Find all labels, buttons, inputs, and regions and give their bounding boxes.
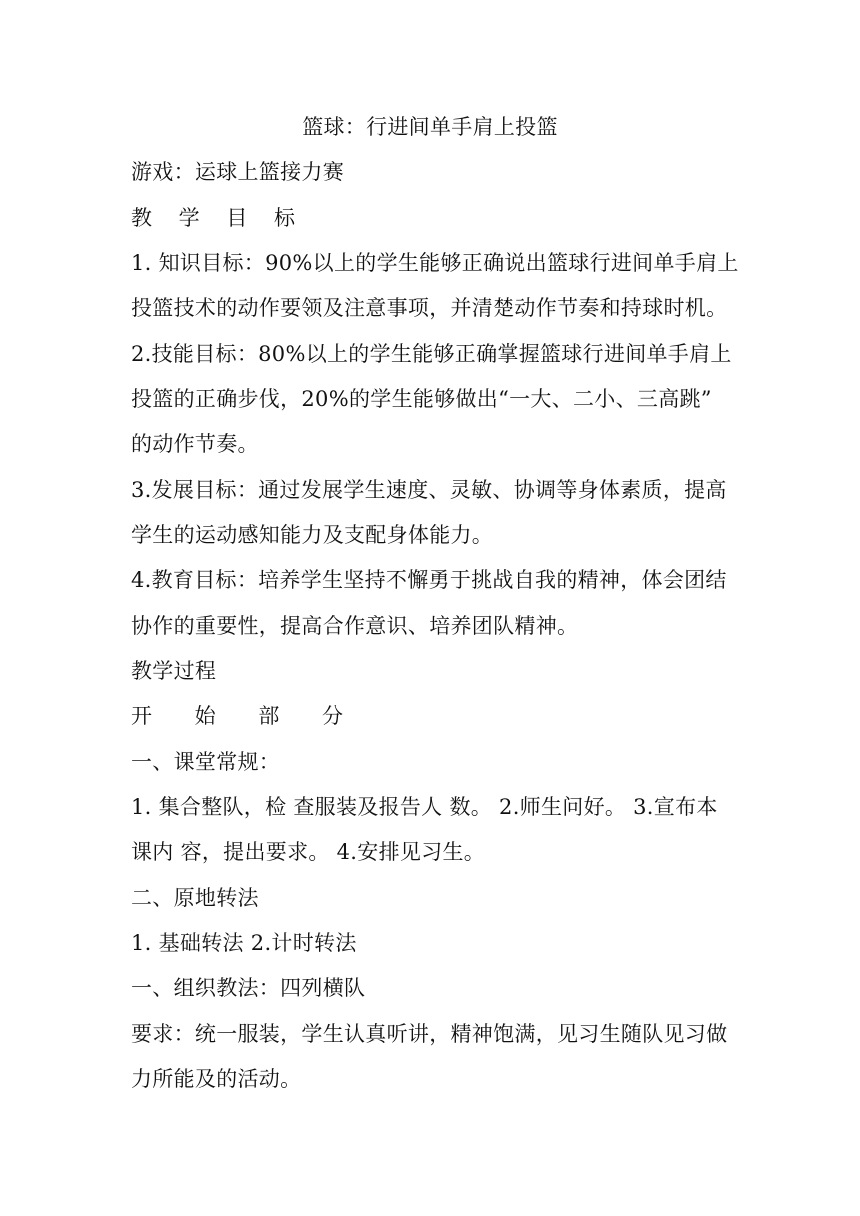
process-heading: 教学过程 (131, 659, 217, 683)
paragraph-line: 1. 集合整队，检 查服装及报告人 数。 2.师生问好。 3.宣布本 (131, 795, 718, 819)
objectives-heading: 教 学 目 标 (131, 206, 306, 230)
paragraph-line: 投篮的正确步伐，20%的学生能够做出“一大、二小、三高跳” (131, 387, 712, 411)
section-heading: 开 始 部 分 (131, 704, 362, 728)
game-heading: 游戏：运球上篮接力赛 (131, 160, 344, 184)
paragraph-line: 的动作节奏。 (131, 432, 259, 456)
paragraph-line: 3.发展目标：通过发展学生速度、灵敏、协调等身体素质，提高 (131, 478, 727, 502)
paragraph-line: 1. 知识目标：90%以上的学生能够正确说出篮球行进间单手肩上 (131, 251, 739, 275)
paragraph-line: 学生的运动感知能力及支配身体能力。 (131, 523, 494, 547)
subsection-heading: 一、课堂常规： (131, 750, 281, 774)
paragraph-line: 1. 基础转法 2.计时转法 (131, 931, 357, 955)
paragraph-line: 力所能及的活动。 (131, 1067, 302, 1091)
document-title: 篮球：行进间单手肩上投篮 (302, 115, 558, 139)
paragraph-line: 协作的重要性，提高合作意识、培养团队精神。 (131, 614, 579, 638)
paragraph-line: 2.技能目标：80%以上的学生能够正确掌握篮球行进间单手肩上 (131, 342, 732, 366)
paragraph-line: 课内 容，提出要求。 4.安排见习生。 (131, 840, 486, 864)
subsection-heading: 二、原地转法 (131, 886, 259, 910)
paragraph-line: 4.教育目标：培养学生坚持不懈勇于挑战自我的精神，体会团结 (131, 568, 727, 592)
paragraph-line: 要求：统一服装，学生认真听讲，精神饱满，见习生随队见习做 (131, 1022, 728, 1046)
subsection-heading: 一、组织教法：四列横队 (131, 976, 366, 1000)
paragraph-line: 投篮技术的动作要领及注意事项，并清楚动作节奏和持球时机。 (131, 296, 728, 320)
